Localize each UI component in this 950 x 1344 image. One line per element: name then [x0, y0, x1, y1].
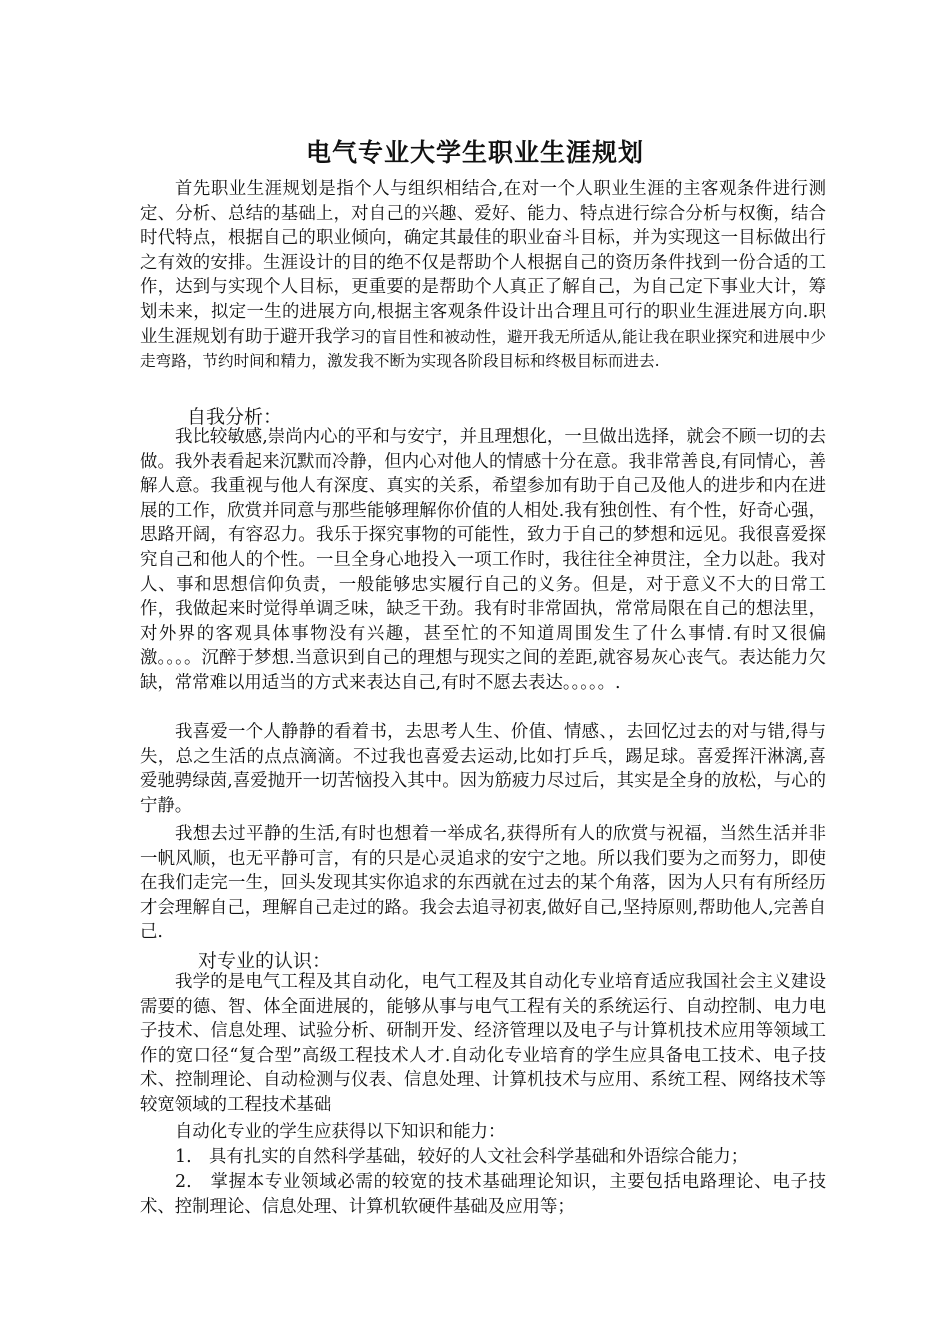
list-item: 2. 掌握本专业领域必需的较宽的技术基础理论知识，主要包括电路理论、电子技术、控制理论、信息处理、计算机软硬件基础及应用等；	[140, 1172, 826, 1217]
self-analysis-paragraph-1: 我比较敏感,崇尚内心的平和与安宁，并且理想化，一旦做出选择，就会不顾一切的去做。我外表看起来沉默而冷静，但内心对他人的情感十分在意。我非常善良,有同情心，善解人意。我重视与他人有深度、真实的关系，希望参加有助于自己及他人的进步和内在进展的工作，欣赏并同意与那些能够理解你价值的人相处.我有独创性、有个性，好奇心强，思路开阔，有容忍力。我乐于探究事物的可能性，致力于自己的梦想和远见。我很喜爱探究自己和他人的个性。一旦全身心地投入一项工作时，我往往全神贯注，全力以赴。我对人、事和思想信仰负责，一般能够忠实履行自己的义务。但是，对于意义不大的日常工作，我做起来时觉得单调乏味，缺乏干劲。我有时非常固执，常常局限在自己的想法里，对外界的客观具体事物没有兴趣，甚至忙的不知道周围发生了什么事情.有时又很偏激。。。。沉醉于梦想.当意识到自己的理想与现实之间的差距,就容易灰心丧气。表达能力欠缺，常常难以用适当的方式来表达自己,有时不愿去表达。。。。。.	[140, 427, 826, 693]
document-title: 电气专业大学生职业生涯规划	[305, 138, 644, 167]
self-analysis-paragraph-3: 我想去过平静的生活,有时也想着一举成名,获得所有人的欣赏与祝福，当然生活并非一帆风顺，也无平静可言，有的只是心灵追求的安宁之地。所以我们要为之而努力，即使在我们走完一生，回头发现其实你追求的东西就在过去的某个角落，因为人只有有所经历才会理解自己，理解自己走过的路。我会去追寻初衷,做好自己,坚持原则,帮助他人,完善自己.	[140, 824, 826, 943]
major-paragraph-1: 我学的是电气工程及其自动化，电气工程及其自动化专业培育适应我国社会主义建设需要的德、智、体全面进展的，能够从事与电气工程有关的系统运行、自动控制、电力电子技术、信息处理、试验分析、研制开发、经济管理以及电子与计算机技术应用等领域工作的宽口径“复合型”高级工程技术人才.自动化专业培育的学生应具备电工技术、电子技术、控制理论、自动检测与仪表、信息处理、计算机技术与应用、系统工程、网络技术等较宽领域的工程技术基础	[140, 972, 826, 1115]
intro-paragraph	[140, 177, 826, 374]
major-understanding-heading: 对专业的认识：	[198, 950, 332, 972]
list-item: 1. 具有扎实的自然科学基础，较好的人文社会科学基础和外语综合能力；	[175, 1147, 749, 1167]
major-paragraph-2: 自动化专业的学生应获得以下知识和能力：	[175, 1122, 506, 1142]
intro-main-text: 首先职业生涯规划是指个人与组织相结合,在对一个人职业生涯的主客观条件进行测定、分析、总结的基础上，对自己的兴趣、爱好、能力、特点进行综合分析与权衡，结合时代特点，根据自己的职业倾向，确定其最佳的职业奋斗目标，并为实现这一目标做出行之有效的安排。生涯设计的目的绝不仅是帮助个人根据自己的资历条件找到一份合适的工作，达到与实现个人目标，更重要的是帮助个人真正了解自己，为自己定下事业大计，筹划未来，拟定一生的进展方向,根据主客观条件设计出合理且可行的职业生涯进展方向.职业生涯规划有助于避开我学	[140, 179, 826, 347]
intro-small-text: 习的盲目性和被动性，避开我无所适从,能让我在职业探究和进展中少走弯路，节约时间和精力，激发我不断为实现各阶段目标和终极目标而进去.	[140, 327, 826, 371]
self-analysis-paragraph-2: 我喜爱一个人静静的看着书，去思考人生、价值、情感、，去回忆过去的对与错,得与失，总之生活的点点滴滴。不过我也喜爱去运动,比如打乒乓，踢足球。喜爱挥汗淋漓,喜爱驰骋绿茵,喜爱抛开一切苦恼投入其中。因为筋疲力尽过后，其实是全身的放松，与心的宁静。	[140, 722, 826, 816]
self-analysis-heading: 自我分析：	[187, 406, 283, 428]
